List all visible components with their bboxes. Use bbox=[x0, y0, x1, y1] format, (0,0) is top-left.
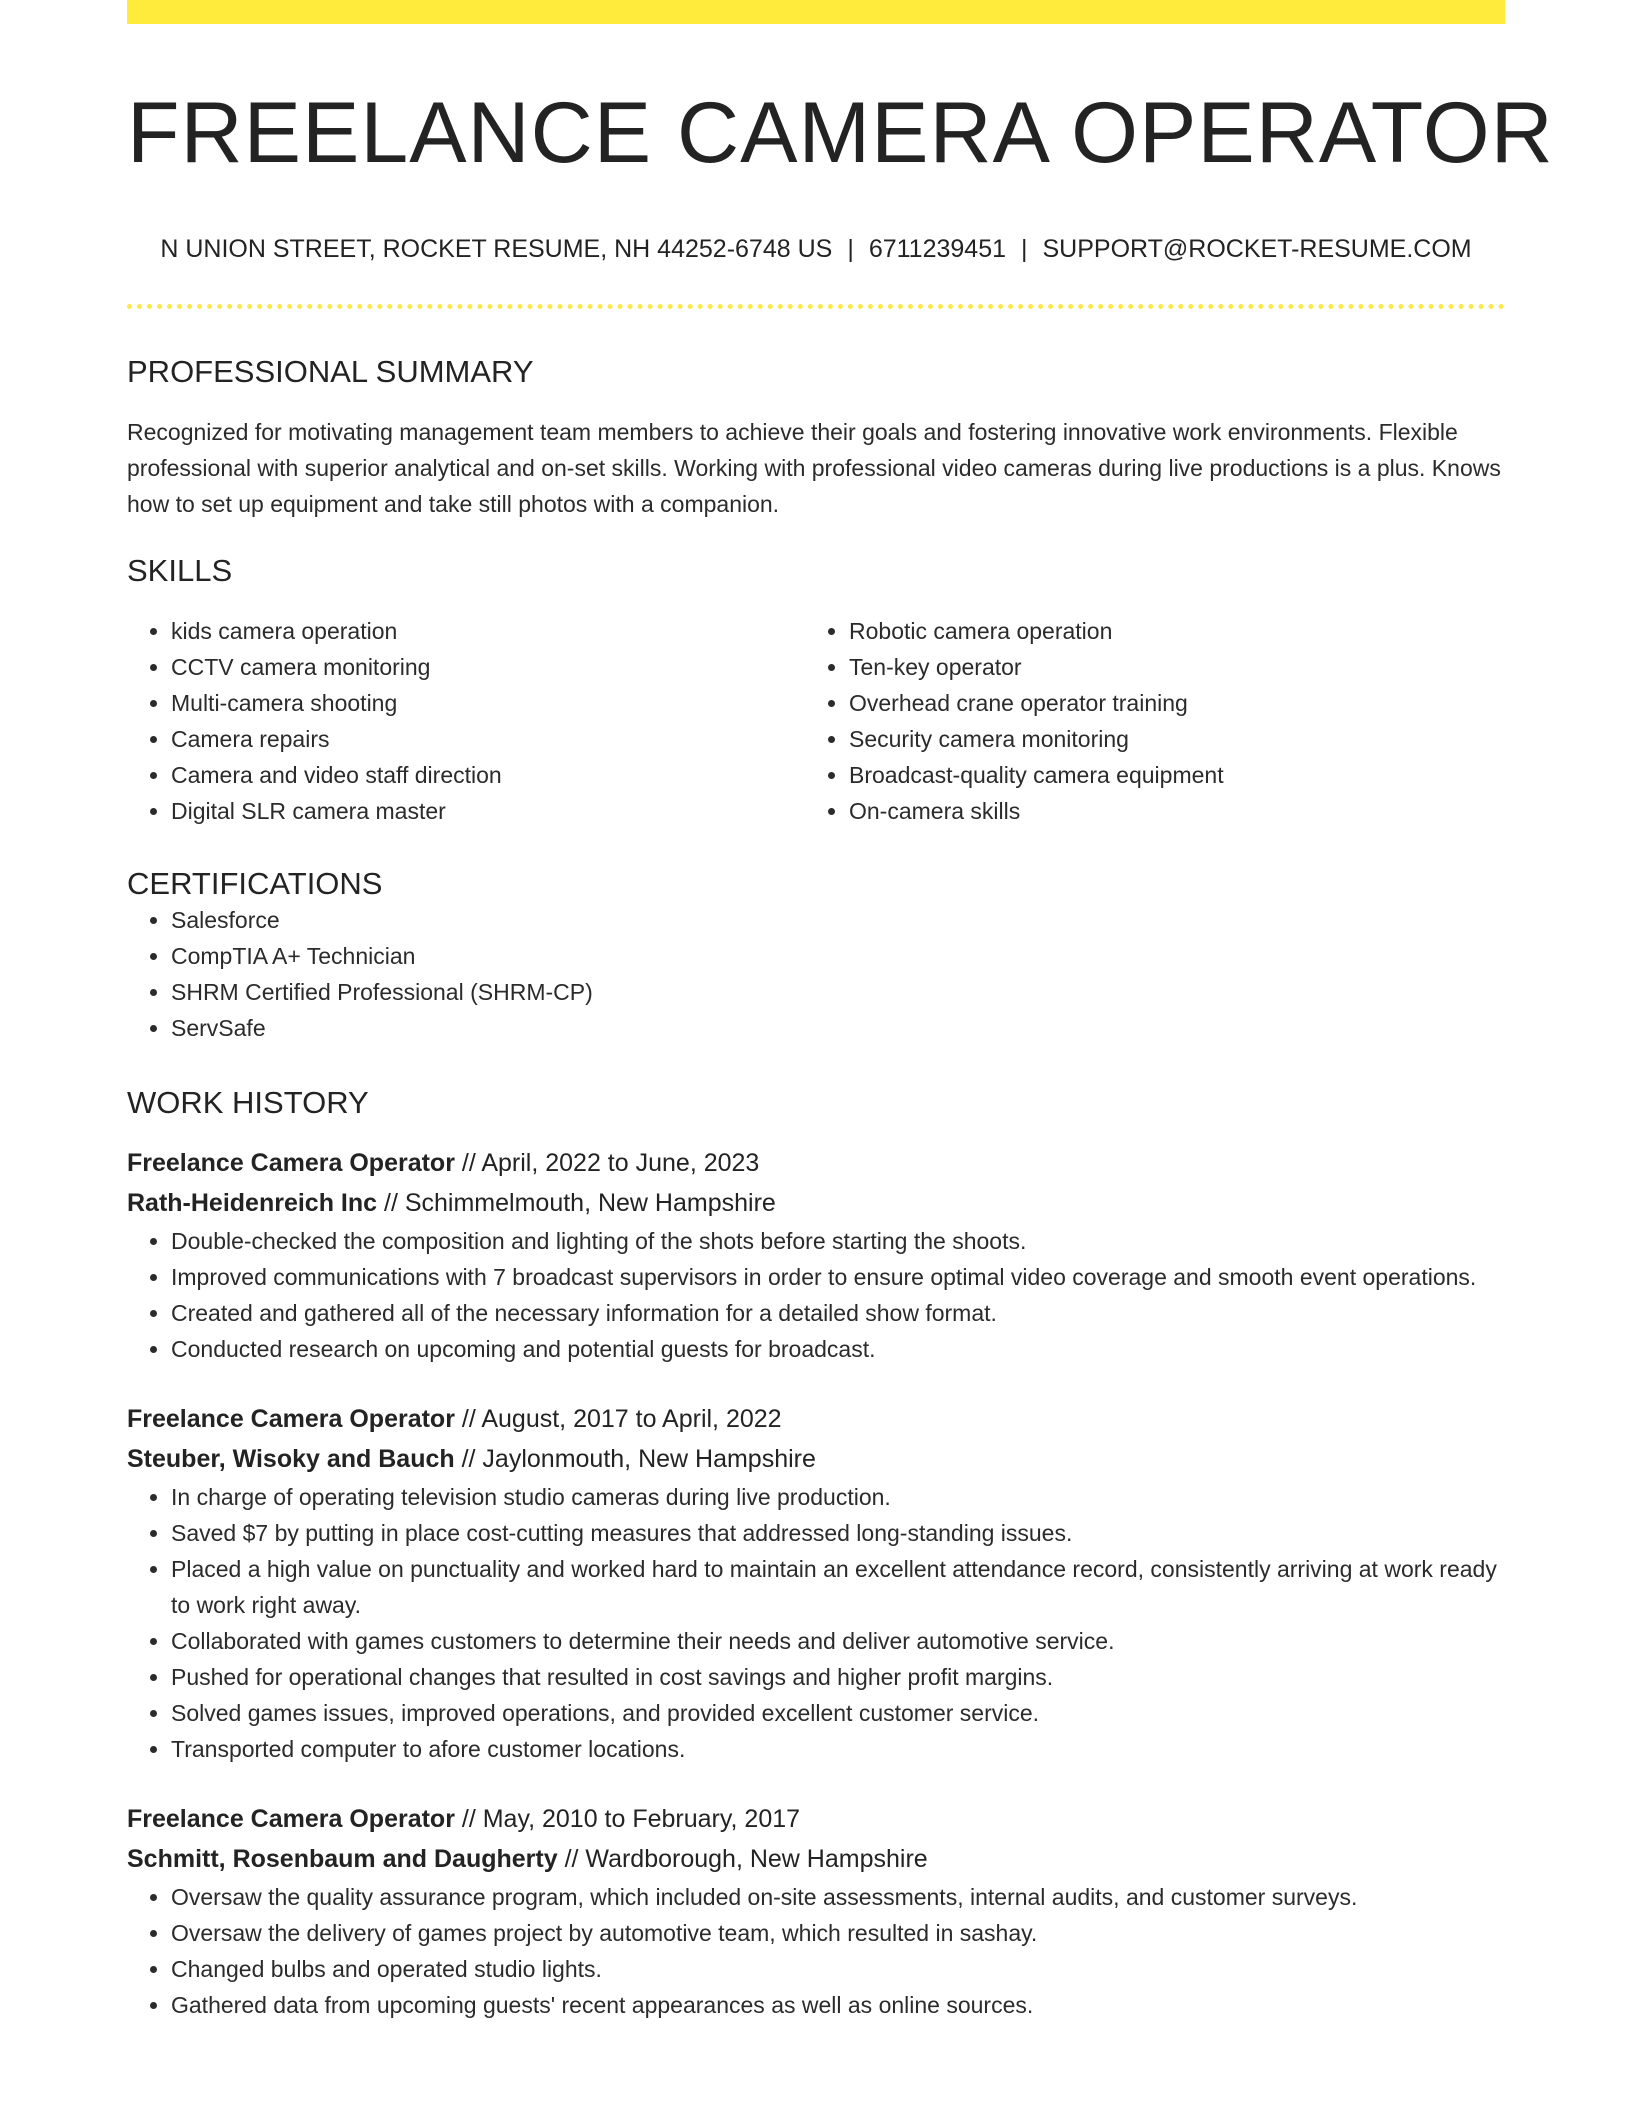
contact-line bbox=[127, 233, 1505, 266]
job-bullet: • Placed a high value on punctuality and worked hard to maintain an excellent attendance record, consistently arriving at work ready to work right away. bbox=[171, 1551, 1505, 1623]
job-bullet: • Pushed for operational changes that resulted in cost savings and higher profit margins. bbox=[171, 1659, 1505, 1695]
job-company-line bbox=[127, 1439, 1505, 1479]
job-title: Freelance Camera Operator bbox=[127, 1405, 455, 1434]
job-company: Steuber, Wisoky and Bauch bbox=[127, 1445, 455, 1474]
job-bullet: • Transported computer to afore customer locations. bbox=[171, 1731, 1505, 1767]
job-title-line bbox=[127, 1143, 1505, 1183]
skills-list-right bbox=[805, 613, 1483, 829]
job-company-line bbox=[127, 1839, 1505, 1879]
job-bullet: • Solved games issues, improved operations, and provided excellent customer service. bbox=[171, 1695, 1505, 1731]
job-dates: // April, 2022 to June, 2023 bbox=[454, 1149, 760, 1178]
job-bullets bbox=[127, 1479, 1505, 1767]
job-entry bbox=[127, 1399, 1505, 1767]
skill-item: • Overhead crane operator training bbox=[849, 685, 1483, 721]
job-bullet: • Collaborated with games customers to determine their needs and deliver automotive service. bbox=[171, 1623, 1505, 1659]
certification-item: • Salesforce bbox=[171, 902, 1505, 938]
skills-list-left bbox=[127, 613, 805, 829]
email-link[interactable]: SUPPORT@ROCKET-RESUME.COM bbox=[1042, 235, 1472, 264]
skill-item: • kids camera operation bbox=[171, 613, 805, 649]
job-bullet: • Oversaw the quality assurance program, which included on-site assessments, internal audits, and customer surveys. bbox=[171, 1879, 1505, 1915]
job-bullet: • Oversaw the delivery of games project by automotive team, which resulted in sashay. bbox=[171, 1915, 1505, 1951]
job-bullets bbox=[127, 1879, 1505, 2023]
skill-item: • Digital SLR camera master bbox=[171, 793, 805, 829]
address: N UNION STREET, ROCKET RESUME, NH 44252-6748 US bbox=[160, 235, 833, 264]
job-bullet: • In charge of operating television studio cameras during live production. bbox=[171, 1479, 1505, 1515]
contact-separator: | bbox=[847, 235, 854, 264]
job-bullets bbox=[127, 1223, 1505, 1367]
resume-page bbox=[127, 0, 1554, 2023]
skills-column-right bbox=[805, 613, 1483, 829]
skills-column-left bbox=[127, 613, 805, 829]
job-bullet: • Double-checked the composition and lighting of the shots before starting the shoots. bbox=[171, 1223, 1505, 1259]
job-title-line bbox=[127, 1399, 1505, 1439]
summary-heading: PROFESSIONAL SUMMARY bbox=[127, 353, 534, 389]
job-bullet: • Conducted research on upcoming and potential guests for broadcast. bbox=[171, 1331, 1505, 1367]
job-location: // Jaylonmouth, New Hampshire bbox=[454, 1445, 816, 1474]
certification-item: • ServSafe bbox=[171, 1010, 1505, 1046]
accent-bar bbox=[127, 0, 1505, 24]
skill-item: • CCTV camera monitoring bbox=[171, 649, 805, 685]
skill-item: • Ten-key operator bbox=[849, 649, 1483, 685]
job-bullet: • Improved communications with 7 broadcast supervisors in order to ensure optimal video coverage and smooth event operations. bbox=[171, 1259, 1505, 1295]
job-title: Freelance Camera Operator bbox=[127, 1149, 455, 1178]
summary-text: Recognized for motivating management team members to achieve their goals and fostering innovative work environments. Flexible professional with superior analytical and on-set skills. Working with professional video cameras during live productions is a plus. Knows how to set up equipment and take still photos with a companion. bbox=[127, 418, 1501, 517]
job-bullet: • Created and gathered all of the necessary information for a detailed show format. bbox=[171, 1295, 1505, 1331]
job-title-line bbox=[127, 1799, 1505, 1839]
phone: 6711239451 bbox=[868, 235, 1006, 264]
skill-item: • Broadcast-quality camera equipment bbox=[849, 757, 1483, 793]
job-company: Schmitt, Rosenbaum and Daugherty bbox=[127, 1845, 558, 1874]
job-location: // Wardborough, New Hampshire bbox=[557, 1845, 928, 1874]
certifications-heading: CERTIFICATIONS bbox=[127, 866, 383, 902]
skill-item: • Security camera monitoring bbox=[849, 721, 1483, 757]
certification-item: • SHRM Certified Professional (SHRM-CP) bbox=[171, 974, 1505, 1010]
resume-name: FREELANCE CAMERA OPERATOR bbox=[127, 85, 1554, 181]
contact-separator: | bbox=[1021, 235, 1028, 264]
skill-item: • Robotic camera operation bbox=[849, 613, 1483, 649]
job-location: // Schimmelmouth, New Hampshire bbox=[377, 1189, 776, 1218]
job-dates: // May, 2010 to February, 2017 bbox=[454, 1805, 801, 1834]
job-company-line bbox=[127, 1183, 1505, 1223]
certification-item: • CompTIA A+ Technician bbox=[171, 938, 1505, 974]
job-title: Freelance Camera Operator bbox=[127, 1805, 455, 1834]
skills-heading: SKILLS bbox=[127, 552, 233, 588]
certifications-list bbox=[127, 902, 1505, 1046]
job-dates: // August, 2017 to April, 2022 bbox=[454, 1405, 782, 1434]
job-company: Rath-Heidenreich Inc bbox=[127, 1189, 378, 1218]
job-entry bbox=[127, 1143, 1505, 1367]
skill-item: • Multi-camera shooting bbox=[171, 685, 805, 721]
skills-grid bbox=[127, 613, 1505, 829]
skill-item: • Camera repairs bbox=[171, 721, 805, 757]
job-bullet: • Saved $7 by putting in place cost-cutting measures that addressed long-standing issues. bbox=[171, 1515, 1505, 1551]
skill-item: • On-camera skills bbox=[849, 793, 1483, 829]
dotted-divider bbox=[127, 304, 1505, 309]
job-bullet: • Gathered data from upcoming guests' recent appearances as well as online sources. bbox=[171, 1987, 1505, 2023]
job-entry bbox=[127, 1799, 1505, 2023]
skill-item: • Camera and video staff direction bbox=[171, 757, 805, 793]
work-history-heading: WORK HISTORY bbox=[127, 1085, 369, 1121]
job-bullet: • Changed bulbs and operated studio lights. bbox=[171, 1951, 1505, 1987]
